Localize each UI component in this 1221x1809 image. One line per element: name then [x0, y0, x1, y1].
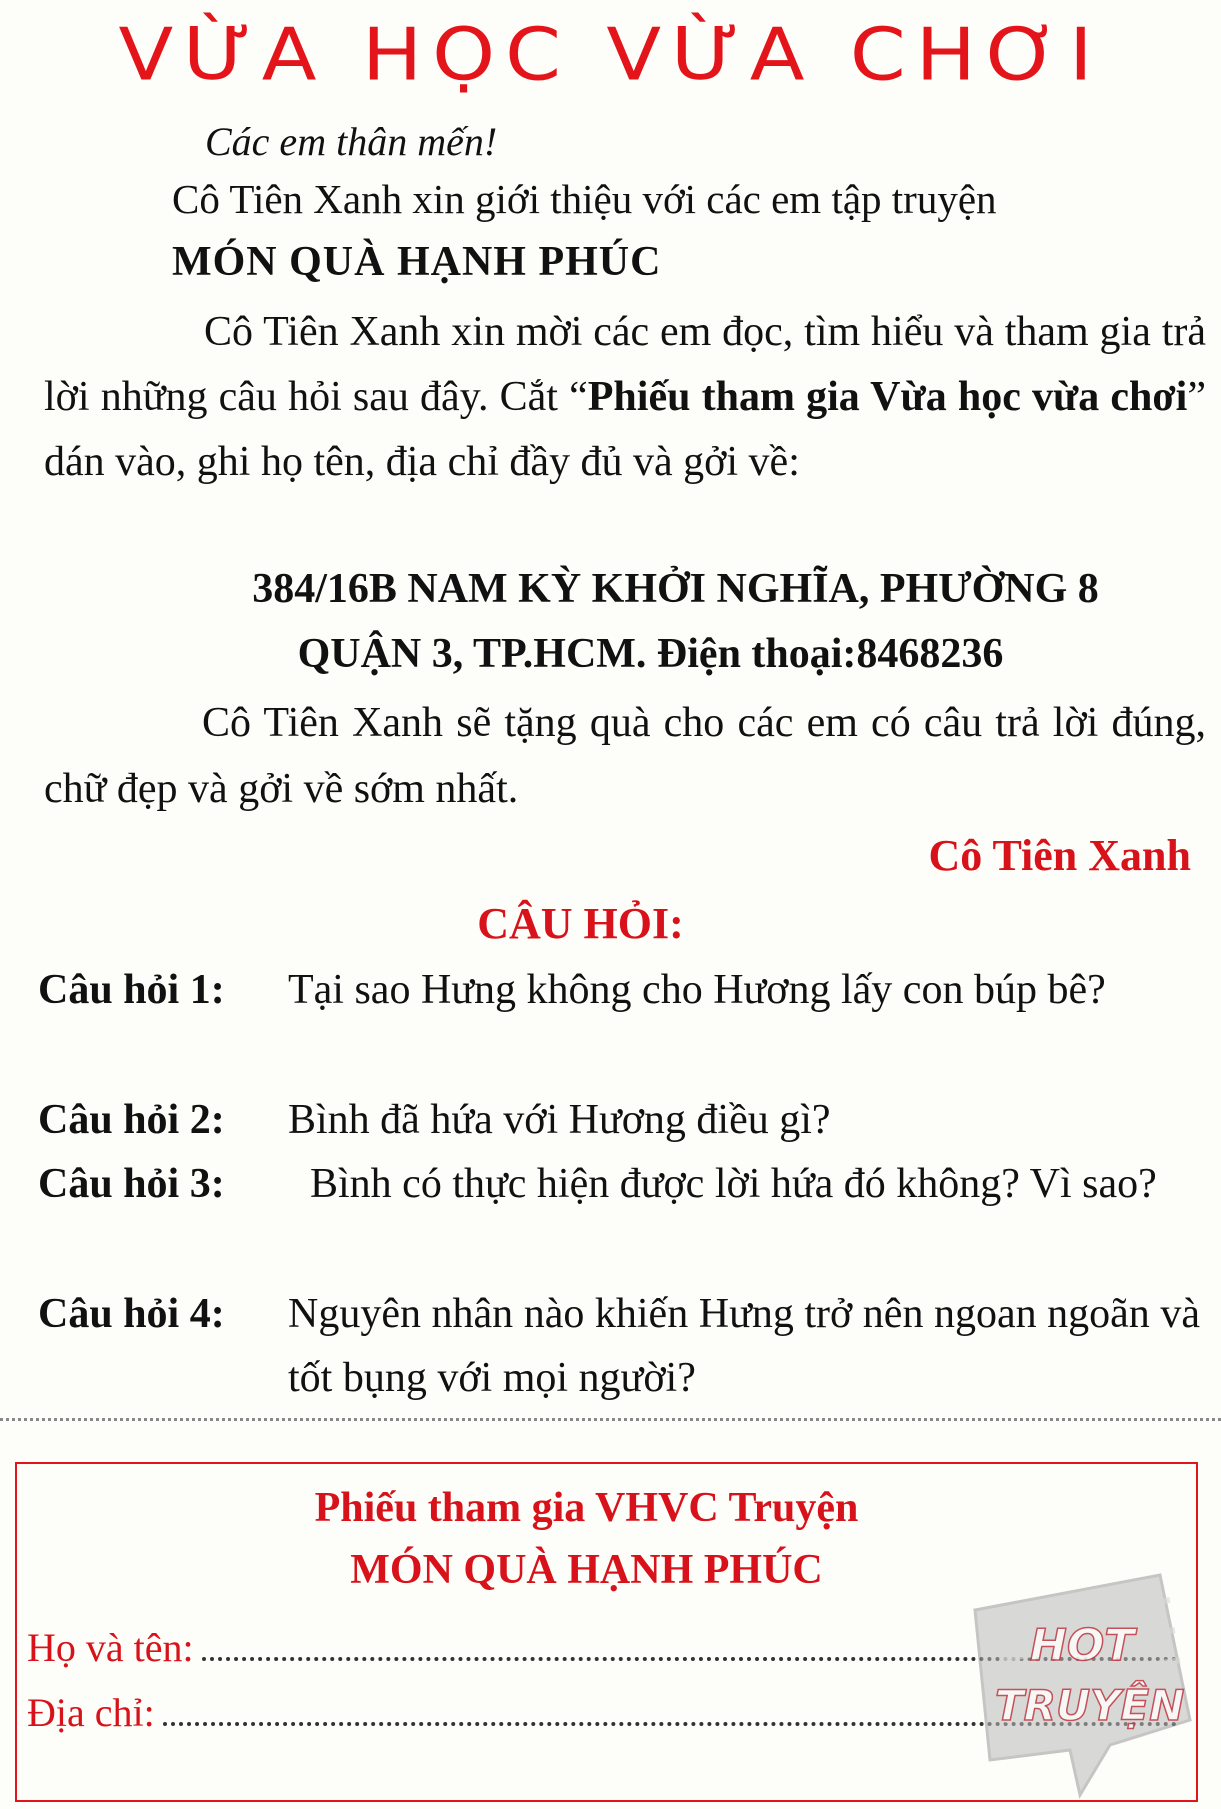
question-text: Tại sao Hưng không cho Hương lấy con búp bê?: [288, 967, 1106, 1013]
greeting: Các em thân mến!: [205, 119, 498, 164]
question-text: Nguyên nhân nào khiến Hưng trở nên ngoan ngoãn và tốt bụng với mọi người?: [288, 1291, 1200, 1401]
questions-heading: CÂU HỎI:: [477, 899, 684, 948]
book-title: MÓN QUÀ HẠNH PHÚC: [172, 239, 662, 285]
question-text: Bình đã hứa với Hương điều gì?: [288, 1097, 831, 1143]
intro-text: Cô Tiên Xanh xin giới thiệu với các em tập truyện: [172, 176, 997, 222]
watermark-text-2: TRUYỆN: [995, 1681, 1185, 1730]
question-label: Câu hỏi 1:: [38, 967, 225, 1013]
watermark-logo: [960, 1570, 1200, 1800]
address-line-1: 384/16B NAM KỲ KHỞI NGHĨA, PHƯỜNG 8: [252, 566, 1099, 612]
page-title: VỪA HỌC VỪA CHƠI: [118, 12, 1103, 97]
question-label: Câu hỏi 2:: [38, 1097, 225, 1143]
signature: Cô Tiên Xanh: [928, 831, 1191, 880]
invite-paragraph: [44, 300, 1206, 495]
cut-line-divider: [0, 1418, 1221, 1425]
form-subtitle: MÓN QUÀ HẠNH PHÚC: [350, 1547, 823, 1593]
question-text: Bình có thực hiện được lời hứa đó không? Vì sao?: [310, 1161, 1157, 1207]
address-label: Địa chỉ:: [27, 1690, 155, 1735]
question-label: Câu hỏi 4:: [38, 1291, 225, 1337]
watermark-text-1: HOT: [1030, 1620, 1135, 1671]
invite-bold-text: Phiếu tham gia Vừa học vừa chơi: [587, 374, 1188, 420]
invite-text-before: Cô Tiên Xanh xin mời các em đọc, tìm hiểu và tham gia trả lời những câu hỏi sau đây. Cắt “: [44, 309, 1206, 420]
name-label: Họ và tên:: [27, 1625, 194, 1670]
gift-paragraph: Cô Tiên Xanh sẽ tặng quà cho các em có câu trả lời đúng, chữ đẹp và gởi về sớm nhất.: [44, 700, 1206, 812]
invite-text-after: ” dán vào, ghi họ tên, địa chỉ đầy đủ và gởi về:: [44, 374, 1206, 485]
address-line-2: QUẬN 3, TP.HCM. Điện thoại:8468236: [297, 631, 1004, 677]
question-label: Câu hỏi 3:: [38, 1161, 225, 1207]
form-title: Phiếu tham gia VHVC Truyện: [314, 1485, 859, 1531]
